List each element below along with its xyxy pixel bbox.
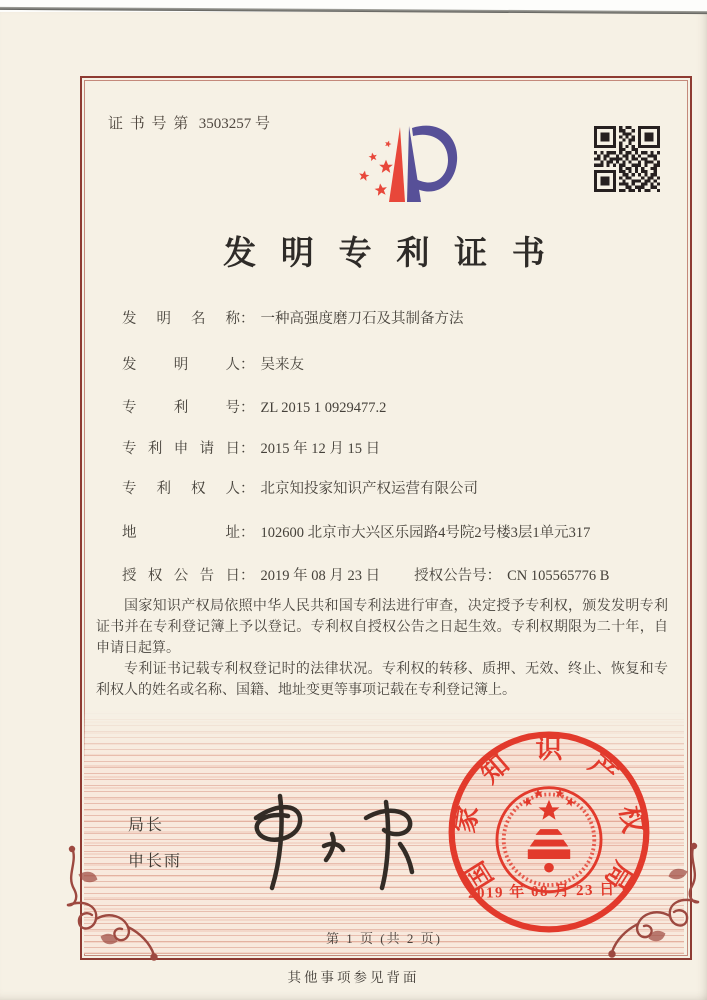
colon: ： xyxy=(240,311,255,327)
field-invention-name xyxy=(122,307,464,328)
signature-handwriting-icon xyxy=(228,788,428,893)
field-label: 专利号 xyxy=(122,400,240,416)
field-patent-number xyxy=(122,396,386,417)
legal-paragraph-1: 国家知识产权局依照中华人民共和国专利法进行审查，决定授予专利权，颁发发明专利证书并在专利登记簿上予以登记。专利权自授权公告之日起生效。专利权期限为二十年，自申请日起算。 xyxy=(96,599,668,656)
certificate-number-prefix: 证书号第 xyxy=(108,116,196,132)
field-label: 地址 xyxy=(122,525,240,541)
legal-paragraph-2: 专利证书记载专利权登记时的法律状况。专利权的转移、质押、无效、终止、恢复和专利权人的姓名或名称、国籍、地址变更等事项记载在专利登记簿上。 xyxy=(96,662,668,698)
colon: ： xyxy=(240,568,255,584)
back-side-note: 其他事项参见背面 xyxy=(287,970,420,985)
field-label: 发明名称 xyxy=(122,311,240,327)
field-label: 发明人 xyxy=(122,357,240,373)
colon: ： xyxy=(240,441,255,457)
seal-char: 家 xyxy=(449,803,484,836)
field-value: 北京知投家知识产权运营有限公司 xyxy=(260,481,478,497)
field-value: 吴来友 xyxy=(260,357,304,373)
seal-char: 知 xyxy=(474,748,515,790)
field-value: 一种高强度磨刀石及其制备方法 xyxy=(260,311,464,327)
field-value: 2015 年 12 月 15 日 xyxy=(260,441,381,457)
grant-date-label: 授权公告日 xyxy=(122,568,240,584)
colon: ： xyxy=(240,357,255,373)
field-filing-date xyxy=(122,437,380,458)
field-value: 102600 北京市大兴区乐园路4号院2号楼3层1单元317 xyxy=(260,525,591,541)
field-patentee xyxy=(122,477,478,498)
colon: ： xyxy=(240,400,255,416)
signer-title: 局长 xyxy=(128,817,165,834)
certificate-number-suffix: 号 xyxy=(255,116,271,132)
seal-char: 识 xyxy=(535,733,563,764)
field-inventor xyxy=(122,353,304,374)
signer-name: 申长雨 xyxy=(128,853,183,870)
field-address xyxy=(122,521,590,542)
grant-date-value: 2019 年 08 月 23 日 xyxy=(260,568,381,584)
cnipa-logo-icon xyxy=(338,110,488,225)
page-indicator: 第 1 页 (共 2 页) xyxy=(326,931,442,946)
colon: ： xyxy=(240,481,255,497)
seal-char: 局 xyxy=(598,856,639,895)
seal-char: 产 xyxy=(583,748,624,790)
colon: ： xyxy=(240,525,255,541)
qr-code-icon xyxy=(594,126,660,192)
certificate-title: 发明专利证书 xyxy=(223,236,570,272)
grant-number-label: 授权公告号 xyxy=(414,568,487,584)
seal-char: 权 xyxy=(614,803,649,836)
seal-date: 2019 年 08 月 23 日 xyxy=(467,882,616,902)
colon: ： xyxy=(486,568,502,584)
seal-char: 国 xyxy=(459,856,500,895)
legal-text xyxy=(96,596,668,701)
field-value: ZL 2015 1 0929477.2 xyxy=(260,400,387,416)
official-seal-icon xyxy=(443,726,655,938)
certificate-number-value: 3503257 xyxy=(198,116,252,132)
field-grant-row xyxy=(122,564,609,585)
field-label: 专利权人 xyxy=(122,481,240,497)
grant-number-value: CN 105565776 B xyxy=(507,568,610,584)
certificate-number xyxy=(108,112,270,133)
field-label: 专利申请日 xyxy=(122,441,240,457)
